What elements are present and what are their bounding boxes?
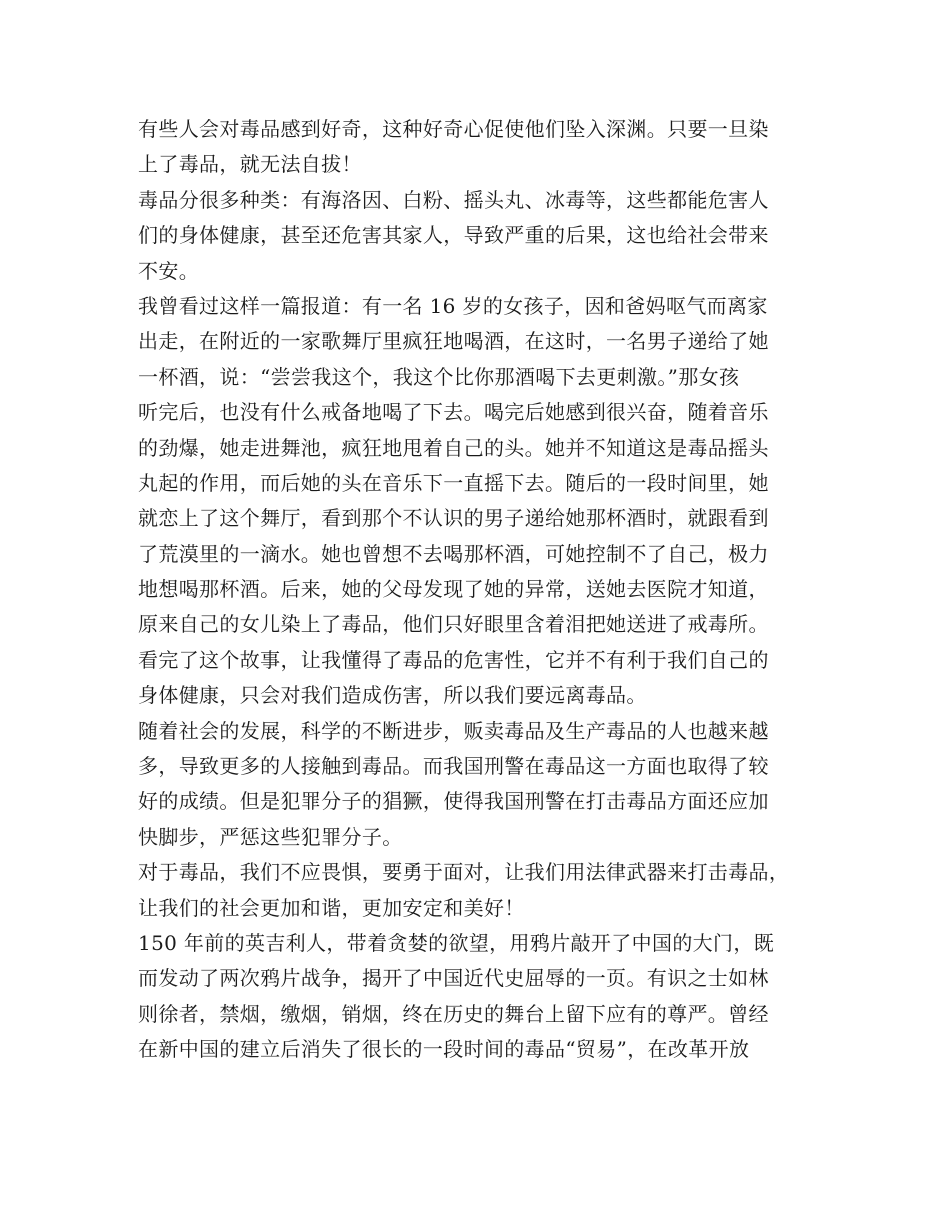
text-line: 我曾看过这样一篇报道：有一名 16 岁的女孩子，因和爸妈呕气而离家 [138,293,768,318]
text-line: 身体健康，只会对我们造成伤害，所以我们要远离毒品。 [138,683,647,708]
body-text [138,112,818,1068]
text-line: 多，导致更多的人接触到毒品。而我国刑警在毒品这一方面也取得了较 [138,754,769,779]
text-line: 毒品分很多种类：有海洛因、白粉、摇头丸、冰毒等，这些都能危害人 [138,187,769,212]
text-line: 随着社会的发展，科学的不断进步，贩卖毒品及生产毒品的人也越来越 [138,718,769,743]
text-line: 150 年前的英吉利人，带着贪婪的欲望，用鸦片敲开了中国的大门，既 [138,930,775,955]
text-line: 看完了这个故事，让我懂得了毒品的危害性，它并不有利于我们自己的 [138,647,769,672]
text-line: 原来自己的女儿染上了毒品，他们只好眼里含着泪把她送进了戒毒所。 [138,612,769,637]
text-line: 地想喝那杯酒。后来，她的父母发现了她的异常，送她去医院才知道， [138,577,769,602]
text-line: 一杯酒，说：“尝尝我这个，我这个比你那酒喝下去更刺激。”那女孩 [138,364,740,389]
text-line: 上了毒品，就无法自拔！ [138,152,362,177]
text-line: 出走，在附近的一家歌舞厅里疯狂地喝酒，在这时，一名男子递给了她 [138,329,769,354]
text-line: 的劲爆，她走进舞池，疯狂地甩着自己的头。她并不知道这是毒品摇头 [138,435,769,460]
text-line: 听完后，也没有什么戒备地喝了下去。喝完后她感到很兴奋，随着音乐 [138,400,769,425]
text-line: 则徐者，禁烟，缴烟，销烟，终在历史的舞台上留下应有的尊严。曾经 [138,1001,769,1026]
text-line: 了荒漠里的一滴水。她也曾想不去喝那杯酒，可她控制不了自己，极力 [138,541,769,566]
text-line: 好的成绩。但是犯罪分子的猖獗，使得我国刑警在打击毒品方面还应加 [138,789,769,814]
text-line: 不安。 [138,258,200,283]
text-line: 有些人会对毒品感到好奇，这种好奇心促使他们坠入深渊。只要一旦染 [138,117,769,141]
text-line: 丸起的作用，而后她的头在音乐下一直摇下去。随后的一段时间里，她 [138,470,769,495]
text-line: 而发动了两次鸦片战争，揭开了中国近代史屈辱的一页。有识之士如林 [138,966,769,991]
text-line: 快脚步，严惩这些犯罪分子。 [138,824,403,849]
text-line: 让我们的社会更加和谐，更加安定和美好！ [138,895,525,920]
text-line: 对于毒品，我们不应畏惧，要勇于面对，让我们用法律武器来打击毒品， [138,860,790,885]
text-line: 在新中国的建立后消失了很长的一段时间的毒品“贸易”，在改革开放 [138,1037,750,1062]
text-line: 就恋上了这个舞厅，看到那个不认识的男子递给她那杯酒时，就跟看到 [138,506,769,531]
text-line: 们的身体健康，甚至还危害其家人，导致严重的后果，这也给社会带来 [138,223,769,248]
